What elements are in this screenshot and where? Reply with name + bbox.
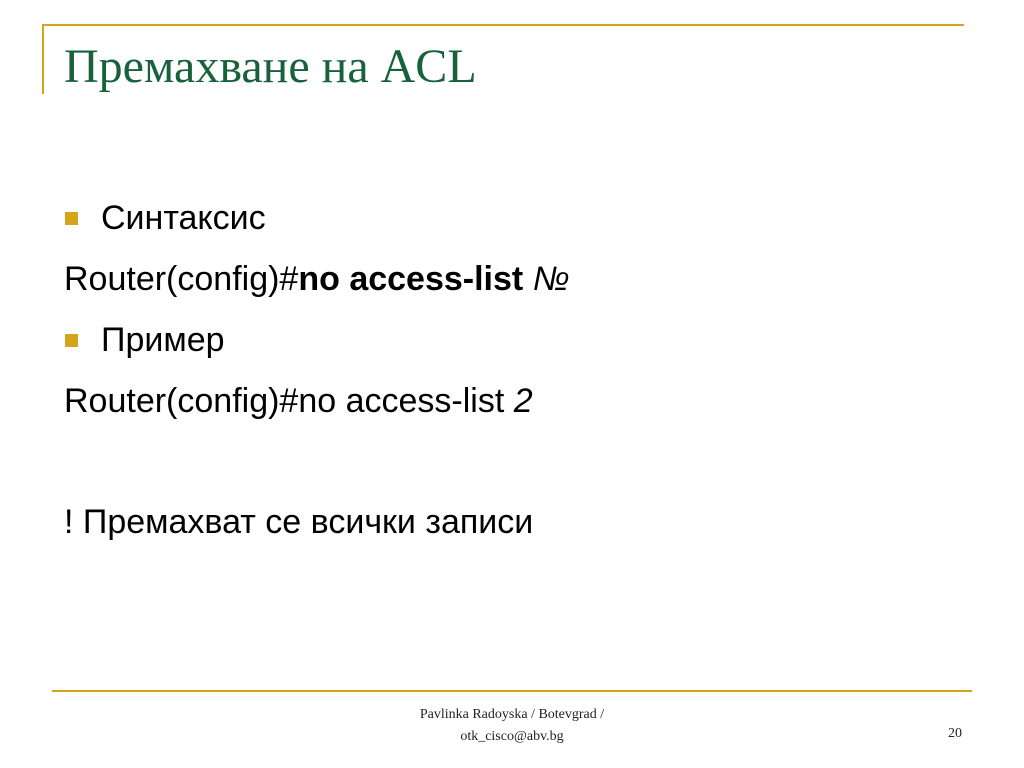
footer-divider bbox=[52, 690, 972, 692]
bullet-item-syntax bbox=[64, 188, 964, 249]
footer-author bbox=[312, 704, 712, 748]
title-frame-top-line bbox=[42, 24, 964, 26]
command-prefix: Router(config)# bbox=[64, 260, 299, 298]
bullet-text: Синтаксис bbox=[101, 199, 266, 237]
bullet-text: Пример bbox=[101, 321, 225, 359]
syntax-command-line bbox=[64, 249, 964, 310]
title-frame-left-line bbox=[42, 24, 44, 94]
slide-title: Премахване на ACL bbox=[64, 40, 477, 93]
command-prefix: Router(config)#no access-list bbox=[64, 382, 514, 420]
slide-body bbox=[64, 188, 964, 553]
note-text: ! Премахват се всички записи bbox=[64, 503, 534, 541]
footer-email: otk_cisco@abv.bg bbox=[460, 729, 564, 744]
command-keyword: no access-list bbox=[298, 260, 533, 298]
command-parameter: № bbox=[532, 260, 570, 298]
square-bullet-icon bbox=[65, 212, 78, 225]
footer-author-line: Pavlinka Radoyska / Botevgrad / bbox=[419, 707, 605, 722]
square-bullet-icon bbox=[65, 334, 78, 347]
example-command-line bbox=[64, 371, 964, 432]
page-number: 20 bbox=[948, 726, 962, 741]
blank-line bbox=[64, 432, 964, 492]
command-parameter: 2 bbox=[513, 382, 533, 420]
bullet-item-example bbox=[64, 310, 964, 371]
